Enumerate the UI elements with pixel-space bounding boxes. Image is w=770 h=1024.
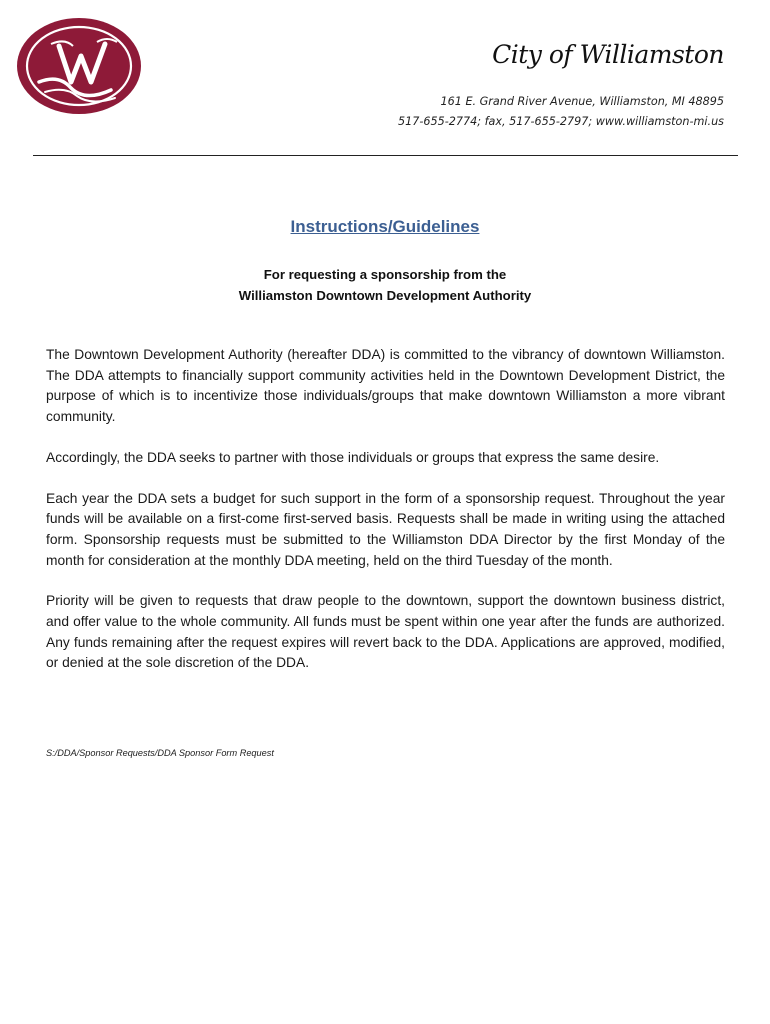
williamston-w-logo-icon xyxy=(15,16,143,116)
paragraph-intro: The Downtown Development Authority (hereafter DDA) is committed to the vibrancy of downtown Williamston. The DDA attempts to financially support community activities held in the Downtown Development District, the purpose of which is to incentivize those individuals/groups that make downtown Williamston a more vibrant community. xyxy=(46,347,725,425)
paragraph-priority: Priority will be given to requests that draw people to the downtown, support the downtown business district, and offer value to the whole community. All funds must be spent within one year after the funds are authorized. Any funds remaining after the request expires will revert back to the DDA. Applications are approved, modified, or denied at the sole discretion of the DDA. xyxy=(46,593,725,671)
city-name: City of Williamston xyxy=(492,40,724,69)
page-title: Instructions/Guidelines xyxy=(290,217,480,236)
subtitle-line-2: Williamston Downtown Development Authority xyxy=(238,288,532,303)
header-divider xyxy=(33,155,738,156)
subtitle xyxy=(0,264,770,306)
file-path: S:/DDA/Sponsor Requests/DDA Sponsor Form Request xyxy=(46,748,274,758)
contact-line: 517-655-2774; fax, 517-655-2797; www.williamston-mi.us xyxy=(398,115,724,128)
subtitle-line-1: For requesting a sponsorship from the xyxy=(263,267,507,282)
paragraph-budget: Each year the DDA sets a budget for such support in the form of a sponsorship request. Throughout the year funds will be available on a first-come first-served basis. Requests shall be made in writing using the attached form. Sponsorship requests must be submitted to the Williamston DDA Director by the first Monday of the month for consideration at the monthly DDA meeting, held on the third Tuesday of the month. xyxy=(46,490,725,568)
paragraph-partner: Accordingly, the DDA seeks to partner with those individuals or groups that express the same desire. xyxy=(46,449,660,465)
letterhead xyxy=(398,40,724,132)
body-text xyxy=(46,345,725,694)
address-line: 161 E. Grand River Avenue, Williamston, MI 48895 xyxy=(440,95,724,108)
